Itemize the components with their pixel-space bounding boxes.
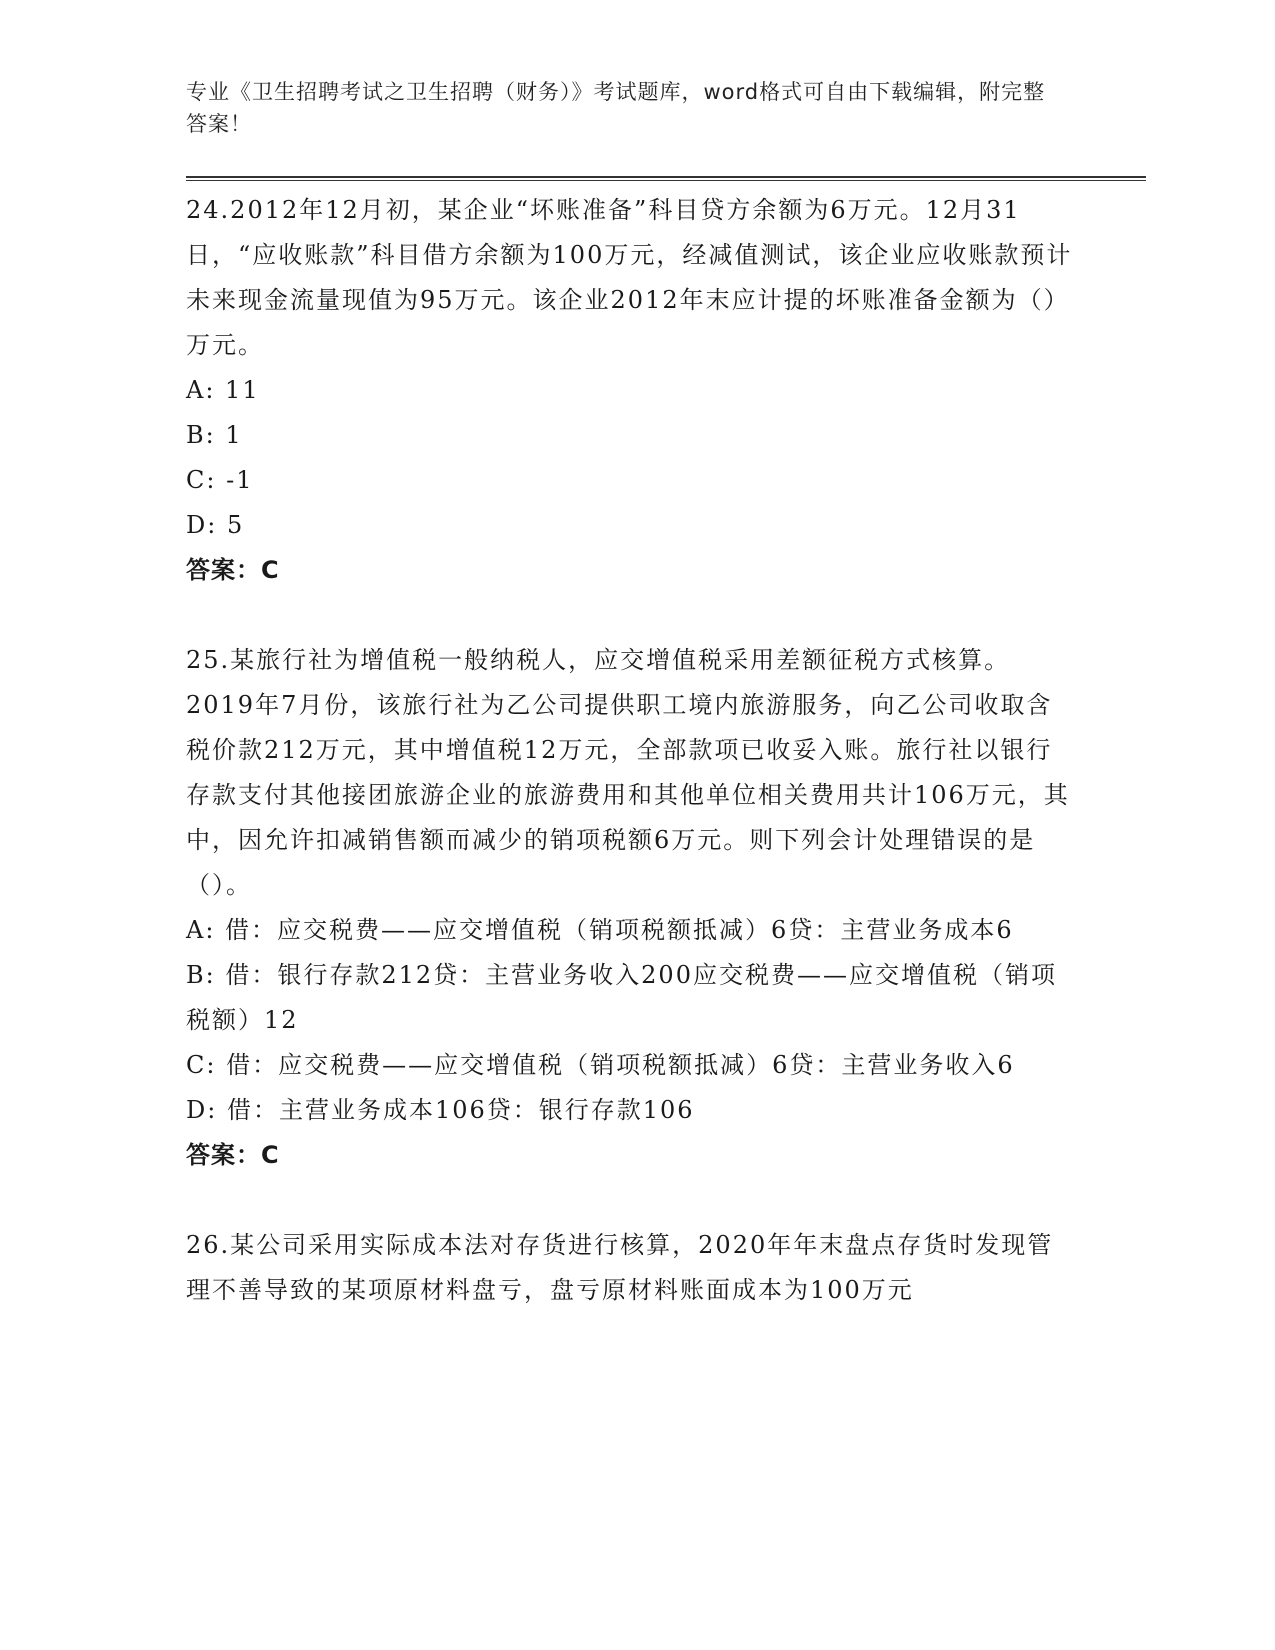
question-text: 25.某旅行社为增值税一般纳税人，应交增值税采用差额征税方式核算。2019年7月份，该旅行社为乙公司提供职工境内旅游服务，向乙公司收取含税价款212万元，其中增值税12万元，全部款项已收妥入账。旅行社以银行存款支付其他接团旅游企业的旅游费用和其他单位相关费用共计106万元，其中，因允许扣减销售额而减少的销项税额6万元。则下列会计处理错误的是（）。 bbox=[186, 646, 1070, 899]
option-b: B: 借：银行存款212贷：主营业务收入200应交税费——应交增值税（销项税额）12 bbox=[186, 961, 1057, 1034]
question-text: 26.某公司采用实际成本法对存货进行核算，2020年年末盘点存货时发现管理不善导致的某项原材料盘亏，盘亏原材料账面成本为100万元 bbox=[186, 1231, 1054, 1304]
question-list bbox=[186, 188, 1076, 1358]
option-b: B: 1 bbox=[186, 421, 243, 449]
question-26 bbox=[186, 1223, 1076, 1313]
option-a: A: 借：应交税费——应交增值税（销项税额抵减）6贷：主营业务成本6 bbox=[186, 916, 1014, 944]
option-c: C: 借：应交税费——应交增值税（销项税额抵减）6贷：主营业务收入6 bbox=[186, 1051, 1015, 1079]
header-text: 专业《卫生招聘考试之卫生招聘（财务）》考试题库，word格式可自由下载编辑，附完整答案！ bbox=[186, 80, 1046, 136]
answer-label: 答案：C bbox=[186, 556, 280, 584]
option-c: C: -1 bbox=[186, 466, 254, 494]
question-text: 24.2012年12月初，某企业“坏账准备”科目贷方余额为6万元。12月31日，“应收账款”科目借方余额为100万元，经减值测试，该企业应收账款预计未来现金流量现值为95万元。该企业2012年末应计提的坏账准备金额为（）万元。 bbox=[186, 196, 1073, 359]
page-header bbox=[186, 76, 1066, 140]
option-d: D: 5 bbox=[186, 511, 245, 539]
option-d: D: 借：主营业务成本106贷：银行存款106 bbox=[186, 1096, 695, 1124]
header-divider bbox=[186, 176, 1146, 181]
question-24 bbox=[186, 188, 1076, 593]
question-25 bbox=[186, 638, 1076, 1178]
answer-label: 答案：C bbox=[186, 1141, 280, 1169]
option-a: A: 11 bbox=[186, 376, 260, 404]
